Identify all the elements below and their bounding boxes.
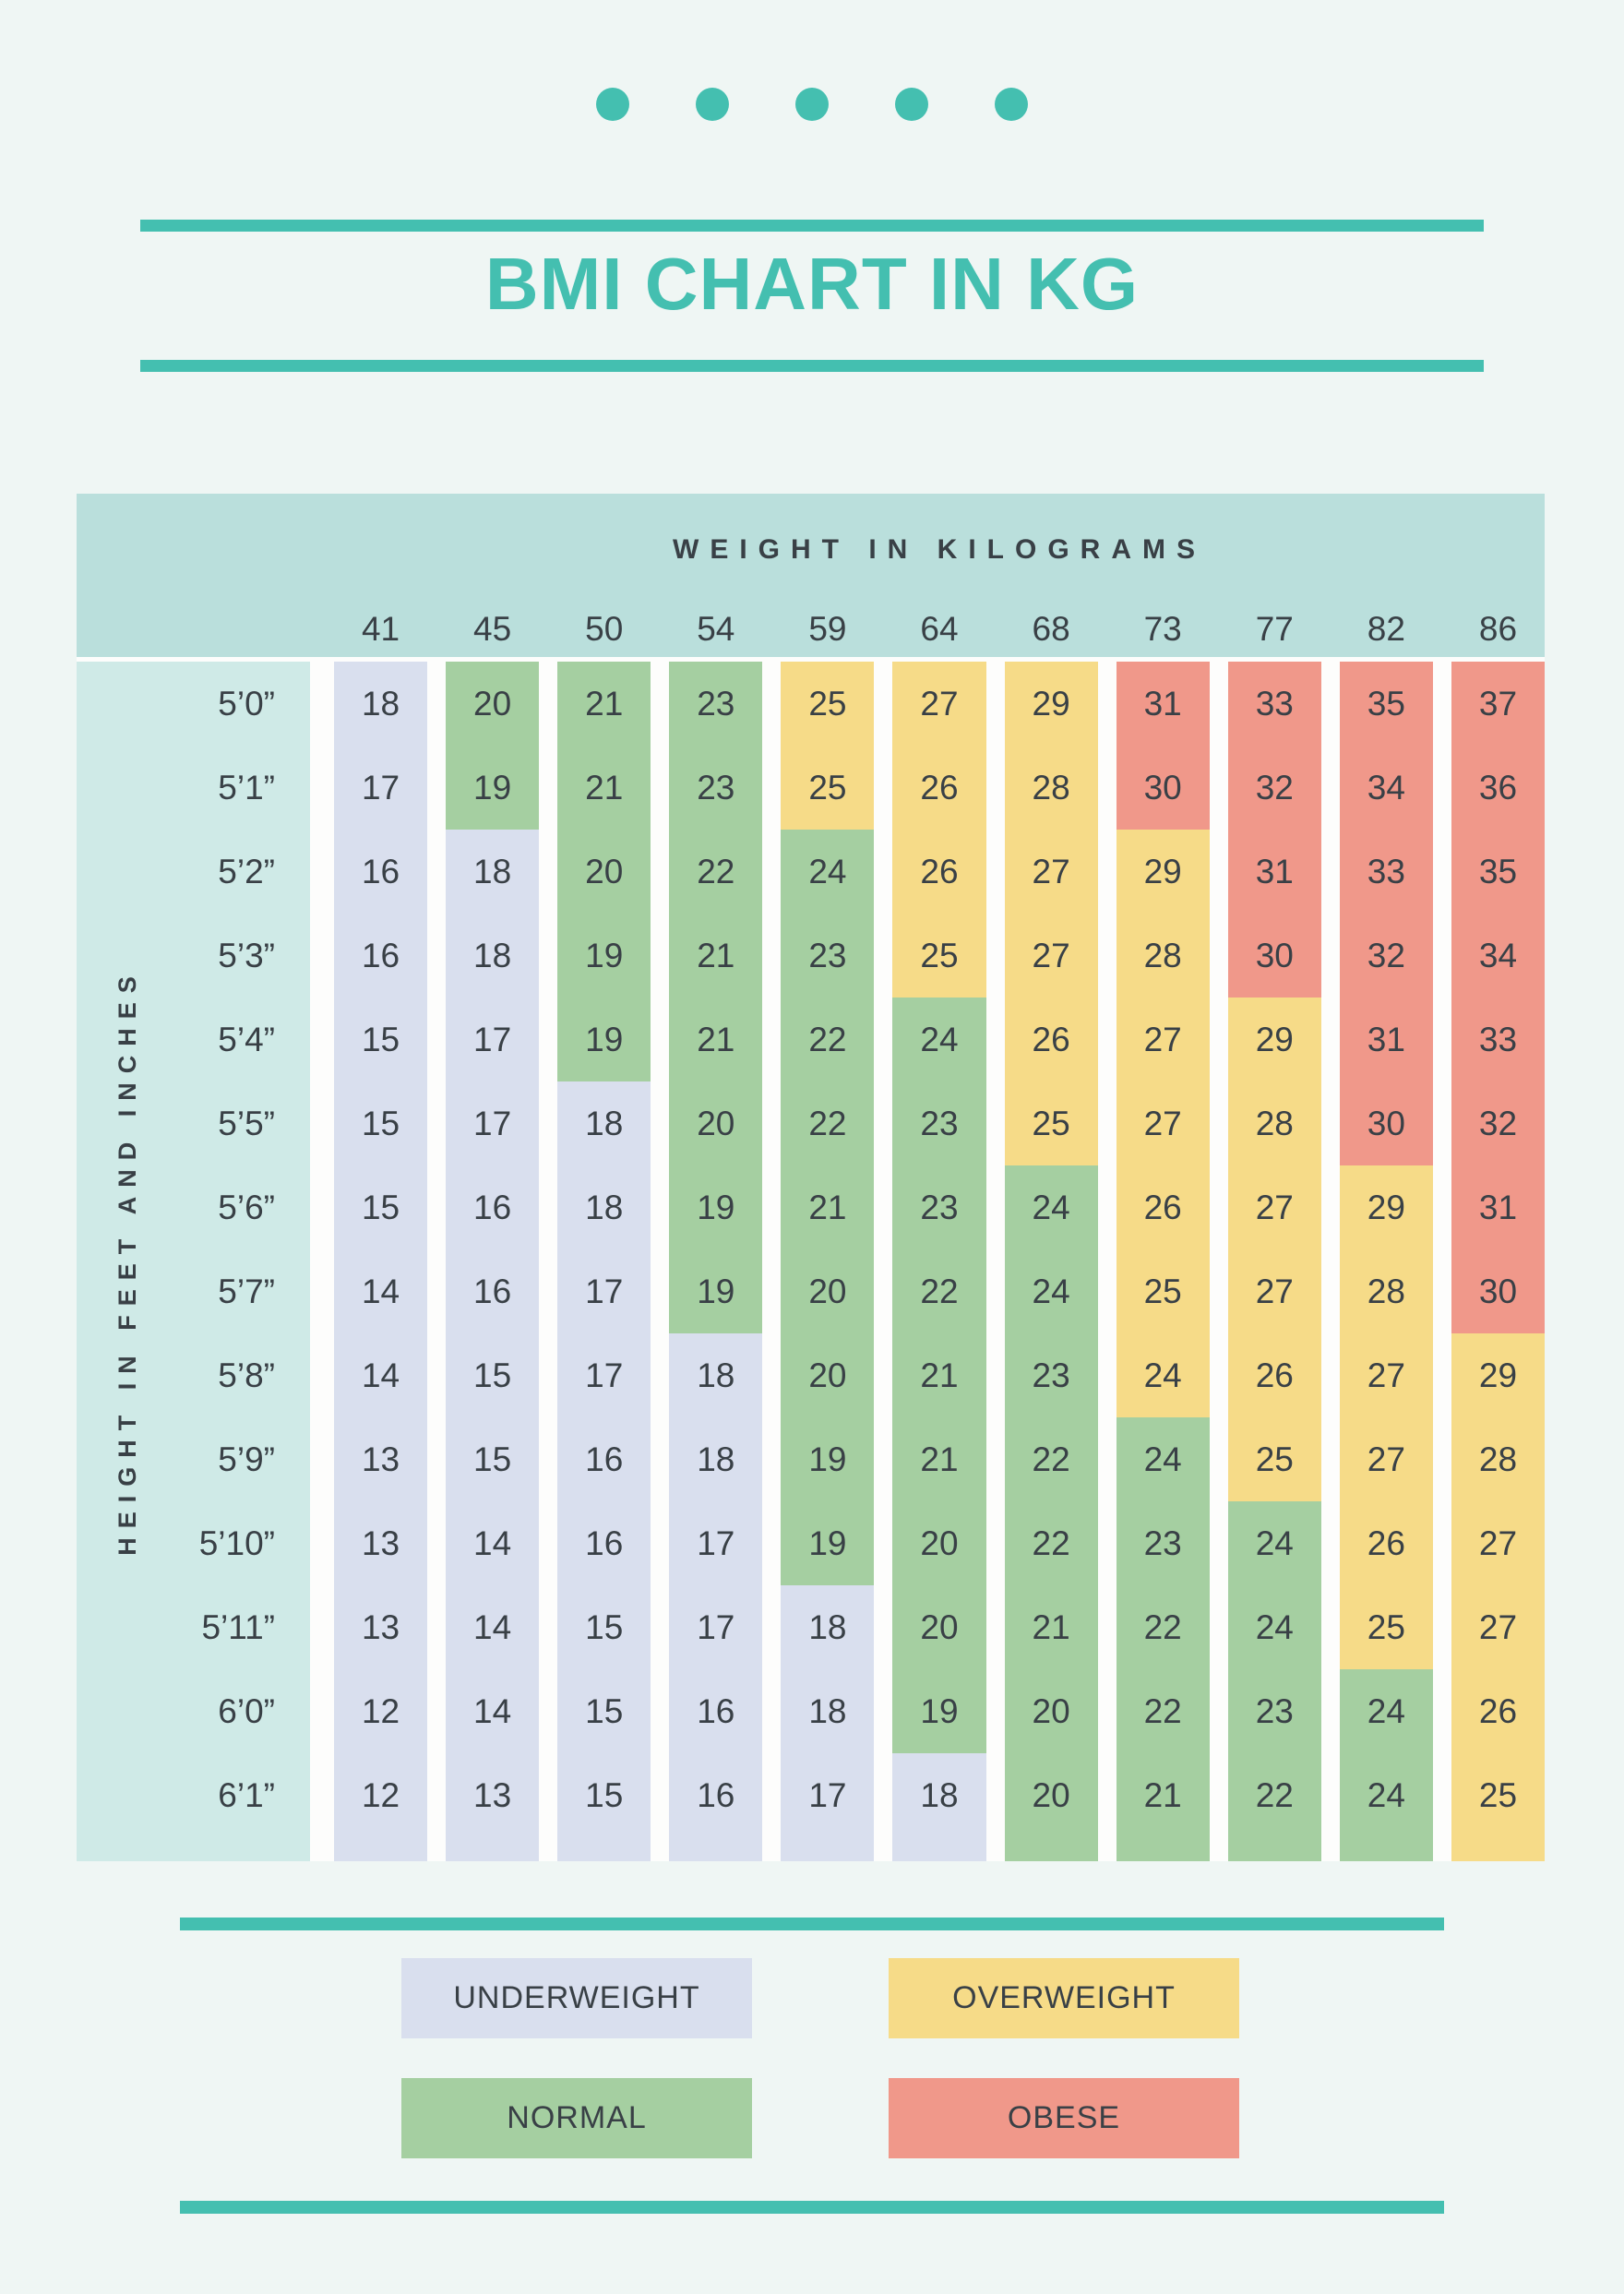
bmi-cell: 22: [1228, 1753, 1321, 1837]
weight-column-label: 82: [1367, 610, 1405, 648]
bmi-cell: 22: [1005, 1417, 1098, 1501]
bmi-cell: 20: [892, 1501, 985, 1585]
bmi-cell: 16: [334, 914, 427, 998]
bmi-cell: 30: [1228, 914, 1321, 998]
bmi-cell: 12: [334, 1669, 427, 1753]
weight-axis-title: WEIGHT IN KILOGRAMS: [673, 534, 1206, 565]
bmi-column: [892, 662, 985, 1861]
decorative-dots: [0, 88, 1624, 121]
legend: [401, 1958, 1239, 2158]
bmi-cell: 18: [557, 1081, 651, 1165]
bmi-cell: 36: [1451, 746, 1545, 830]
bmi-cell: 24: [1228, 1585, 1321, 1669]
bmi-cell: 25: [1116, 1249, 1210, 1333]
weight-column-label: 68: [1032, 610, 1070, 648]
bmi-cell: 33: [1451, 998, 1545, 1081]
bmi-cell: 21: [892, 1417, 985, 1501]
weight-column-label: 54: [697, 610, 735, 648]
bmi-cell: 14: [446, 1585, 539, 1669]
bmi-cell: 16: [446, 1165, 539, 1249]
bmi-cell: 27: [1340, 1417, 1433, 1501]
bmi-cell: 28: [1005, 746, 1098, 830]
height-row-label: 5’7”: [218, 1272, 275, 1310]
bmi-cell: 15: [334, 1165, 427, 1249]
height-row-label: 5’3”: [218, 937, 275, 974]
divider-line-above-legend: [180, 1918, 1444, 1930]
bmi-cell: 15: [557, 1585, 651, 1669]
bmi-cell: 20: [781, 1333, 874, 1417]
bmi-cell: 24: [1116, 1333, 1210, 1417]
table-body: [77, 662, 1545, 1861]
height-row-label: 6’0”: [218, 1692, 275, 1730]
bmi-cell: 18: [446, 914, 539, 998]
bmi-cell: 21: [669, 914, 762, 998]
bmi-cell: 14: [446, 1669, 539, 1753]
bmi-cell: 26: [1340, 1501, 1433, 1585]
legend-overweight: OVERWEIGHT: [889, 1958, 1239, 2038]
bmi-cell: 18: [781, 1585, 874, 1669]
bmi-columns: [334, 662, 1545, 1861]
bmi-cell: 19: [669, 1249, 762, 1333]
weight-labels-row: [334, 612, 1545, 646]
bmi-cell: 18: [781, 1669, 874, 1753]
bmi-cell: 15: [446, 1333, 539, 1417]
table-header-band: [77, 494, 1545, 657]
height-row-label: 5’10”: [198, 1524, 275, 1562]
bmi-cell: 26: [892, 746, 985, 830]
bmi-column: [1451, 662, 1545, 1861]
bmi-cell: 20: [1005, 1753, 1098, 1837]
bmi-cell: 29: [1451, 1333, 1545, 1417]
bmi-cell: 22: [669, 830, 762, 914]
bmi-cell: 25: [1451, 1753, 1545, 1837]
bmi-cell: 12: [334, 1753, 427, 1837]
bmi-cell: 31: [1116, 662, 1210, 746]
bmi-cell: 17: [446, 1081, 539, 1165]
bmi-cell: 25: [892, 914, 985, 998]
bmi-column: [669, 662, 762, 1861]
bmi-cell: 31: [1340, 998, 1433, 1081]
bmi-cell: 29: [1228, 998, 1321, 1081]
bmi-cell: 18: [557, 1165, 651, 1249]
bmi-cell: 25: [1005, 1081, 1098, 1165]
bmi-column: [446, 662, 539, 1861]
dot-icon: [795, 88, 829, 121]
bmi-cell: 27: [1451, 1585, 1545, 1669]
height-row-label: 5’11”: [201, 1608, 275, 1646]
bmi-cell: 25: [781, 662, 874, 746]
bmi-cell: 23: [1228, 1669, 1321, 1753]
bmi-column: [557, 662, 651, 1861]
bmi-cell: 28: [1451, 1417, 1545, 1501]
weight-column-label: 77: [1255, 610, 1294, 648]
bmi-cell: 19: [781, 1417, 874, 1501]
bmi-cell: 30: [1451, 1249, 1545, 1333]
bmi-cell: 20: [892, 1585, 985, 1669]
bmi-cell: 23: [781, 914, 874, 998]
bmi-cell: 22: [1005, 1501, 1098, 1585]
divider-line-under-title: [140, 360, 1484, 372]
bmi-cell: 23: [669, 746, 762, 830]
height-row-label: 5’5”: [218, 1105, 275, 1142]
weight-column-label: 64: [920, 610, 959, 648]
bmi-cell: 21: [781, 1165, 874, 1249]
bmi-cell: 28: [1340, 1249, 1433, 1333]
bmi-cell: 29: [1116, 830, 1210, 914]
dot-icon: [995, 88, 1028, 121]
bmi-cell: 22: [1116, 1585, 1210, 1669]
bmi-cell: 31: [1451, 1165, 1545, 1249]
bmi-cell: 18: [669, 1417, 762, 1501]
bmi-cell: 29: [1005, 662, 1098, 746]
bmi-cell: 21: [1005, 1585, 1098, 1669]
bmi-cell: 27: [1005, 914, 1098, 998]
bmi-cell: 18: [446, 830, 539, 914]
bmi-cell: 15: [334, 998, 427, 1081]
weight-column-label: 50: [585, 610, 624, 648]
bmi-cell: 23: [669, 662, 762, 746]
bmi-cell: 20: [781, 1249, 874, 1333]
bmi-cell: 35: [1340, 662, 1433, 746]
height-row-label: 6’1”: [218, 1776, 275, 1814]
page-title: BMI CHART IN KG: [484, 243, 1140, 325]
bmi-cell: 33: [1228, 662, 1321, 746]
height-row-label: 5’8”: [218, 1356, 275, 1394]
bmi-cell: 17: [669, 1501, 762, 1585]
bmi-cell: 27: [1451, 1501, 1545, 1585]
bmi-column: [781, 662, 874, 1861]
divider-line-top: [140, 220, 1484, 232]
bmi-column: [334, 662, 427, 1861]
bmi-cell: 16: [557, 1501, 651, 1585]
weight-column-label: 45: [473, 610, 512, 648]
bmi-cell: 32: [1340, 914, 1433, 998]
bmi-cell: 34: [1340, 746, 1433, 830]
bmi-cell: 20: [557, 830, 651, 914]
bmi-cell: 13: [334, 1417, 427, 1501]
bmi-cell: 24: [1005, 1165, 1098, 1249]
bmi-cell: 20: [1005, 1669, 1098, 1753]
height-row-label: 5’2”: [218, 853, 275, 890]
bmi-cell: 24: [892, 998, 985, 1081]
bmi-cell: 24: [1005, 1249, 1098, 1333]
bmi-cell: 27: [1228, 1249, 1321, 1333]
bmi-cell: 13: [446, 1753, 539, 1837]
bmi-cell: 27: [892, 662, 985, 746]
bmi-cell: 26: [1228, 1333, 1321, 1417]
bmi-cell: 16: [446, 1249, 539, 1333]
bmi-cell: 20: [446, 662, 539, 746]
bmi-column: [1005, 662, 1098, 1861]
height-row-label: 5’0”: [218, 685, 275, 723]
bmi-cell: 33: [1340, 830, 1433, 914]
bmi-cell: 34: [1451, 914, 1545, 998]
weight-column-label: 41: [361, 610, 400, 648]
bmi-column: [1116, 662, 1210, 1861]
bmi-cell: 24: [1228, 1501, 1321, 1585]
bmi-cell: 14: [446, 1501, 539, 1585]
bmi-cell: 22: [781, 1081, 874, 1165]
bmi-cell: 27: [1340, 1333, 1433, 1417]
bmi-cell: 16: [669, 1669, 762, 1753]
bmi-cell: 20: [669, 1081, 762, 1165]
bmi-cell: 14: [334, 1333, 427, 1417]
height-row-label: 5’9”: [218, 1440, 275, 1478]
bmi-cell: 15: [557, 1669, 651, 1753]
bmi-cell: 29: [1340, 1165, 1433, 1249]
bmi-cell: 32: [1451, 1081, 1545, 1165]
bmi-cell: 25: [1340, 1585, 1433, 1669]
bmi-cell: 19: [892, 1669, 985, 1753]
divider-line-bottom: [180, 2201, 1444, 2214]
bmi-cell: 14: [334, 1249, 427, 1333]
bmi-cell: 31: [1228, 830, 1321, 914]
bmi-cell: 37: [1451, 662, 1545, 746]
legend-underweight: UNDERWEIGHT: [401, 1958, 752, 2038]
bmi-cell: 30: [1116, 746, 1210, 830]
bmi-cell: 28: [1228, 1081, 1321, 1165]
bmi-cell: 15: [446, 1417, 539, 1501]
bmi-column: [1228, 662, 1321, 1861]
height-row-label: 5’6”: [218, 1189, 275, 1226]
weight-column-label: 59: [808, 610, 847, 648]
bmi-cell: 27: [1116, 1081, 1210, 1165]
bmi-cell: 24: [1340, 1669, 1433, 1753]
bmi-cell: 19: [557, 914, 651, 998]
bmi-cell: 21: [557, 662, 651, 746]
height-axis-panel: [77, 662, 310, 1861]
bmi-cell: 22: [892, 1249, 985, 1333]
bmi-cell: 23: [892, 1081, 985, 1165]
bmi-column: [1340, 662, 1433, 1861]
bmi-cell: 30: [1340, 1081, 1433, 1165]
dot-icon: [696, 88, 729, 121]
bmi-cell: 15: [334, 1081, 427, 1165]
bmi-cell: 18: [892, 1753, 985, 1837]
bmi-cell: 26: [1451, 1669, 1545, 1753]
height-row-label: 5’1”: [218, 769, 275, 806]
bmi-cell: 27: [1116, 998, 1210, 1081]
bmi-cell: 18: [669, 1333, 762, 1417]
bmi-cell: 27: [1228, 1165, 1321, 1249]
bmi-cell: 17: [781, 1753, 874, 1837]
height-axis-title: HEIGHT IN FEET AND INCHES: [113, 967, 141, 1556]
bmi-cell: 19: [446, 746, 539, 830]
bmi-cell: 21: [1116, 1753, 1210, 1837]
weight-column-label: 86: [1478, 610, 1518, 648]
bmi-cell: 24: [1116, 1417, 1210, 1501]
bmi-cell: 19: [557, 998, 651, 1081]
bmi-cell: 24: [1340, 1753, 1433, 1837]
bmi-cell: 27: [1005, 830, 1098, 914]
bmi-cell: 26: [1116, 1165, 1210, 1249]
bmi-cell: 17: [334, 746, 427, 830]
bmi-cell: 21: [892, 1333, 985, 1417]
legend-obese: OBESE: [889, 2078, 1239, 2158]
bmi-cell: 22: [1116, 1669, 1210, 1753]
bmi-cell: 16: [334, 830, 427, 914]
bmi-cell: 24: [781, 830, 874, 914]
dot-icon: [596, 88, 629, 121]
bmi-cell: 16: [669, 1753, 762, 1837]
bmi-cell: 13: [334, 1585, 427, 1669]
legend-normal: NORMAL: [401, 2078, 752, 2158]
bmi-cell: 23: [1005, 1333, 1098, 1417]
bmi-cell: 18: [334, 662, 427, 746]
bmi-cell: 15: [557, 1753, 651, 1837]
bmi-cell: 17: [446, 998, 539, 1081]
bmi-cell: 16: [557, 1417, 651, 1501]
bmi-cell: 21: [557, 746, 651, 830]
bmi-cell: 28: [1116, 914, 1210, 998]
bmi-table: [77, 494, 1545, 1861]
bmi-cell: 25: [1228, 1417, 1321, 1501]
bmi-cell: 19: [669, 1165, 762, 1249]
bmi-cell: 23: [892, 1165, 985, 1249]
bmi-cell: 17: [669, 1585, 762, 1669]
height-labels-column: [77, 662, 310, 1837]
bmi-cell: 17: [557, 1249, 651, 1333]
bmi-cell: 19: [781, 1501, 874, 1585]
bmi-cell: 26: [892, 830, 985, 914]
bmi-cell: 35: [1451, 830, 1545, 914]
bmi-cell: 32: [1228, 746, 1321, 830]
weight-column-label: 73: [1143, 610, 1182, 648]
bmi-cell: 25: [781, 746, 874, 830]
dot-icon: [895, 88, 928, 121]
bmi-cell: 17: [557, 1333, 651, 1417]
height-row-label: 5’4”: [218, 1021, 275, 1058]
bmi-cell: 21: [669, 998, 762, 1081]
bmi-cell: 23: [1116, 1501, 1210, 1585]
bmi-cell: 13: [334, 1501, 427, 1585]
bmi-cell: 26: [1005, 998, 1098, 1081]
bmi-cell: 22: [781, 998, 874, 1081]
